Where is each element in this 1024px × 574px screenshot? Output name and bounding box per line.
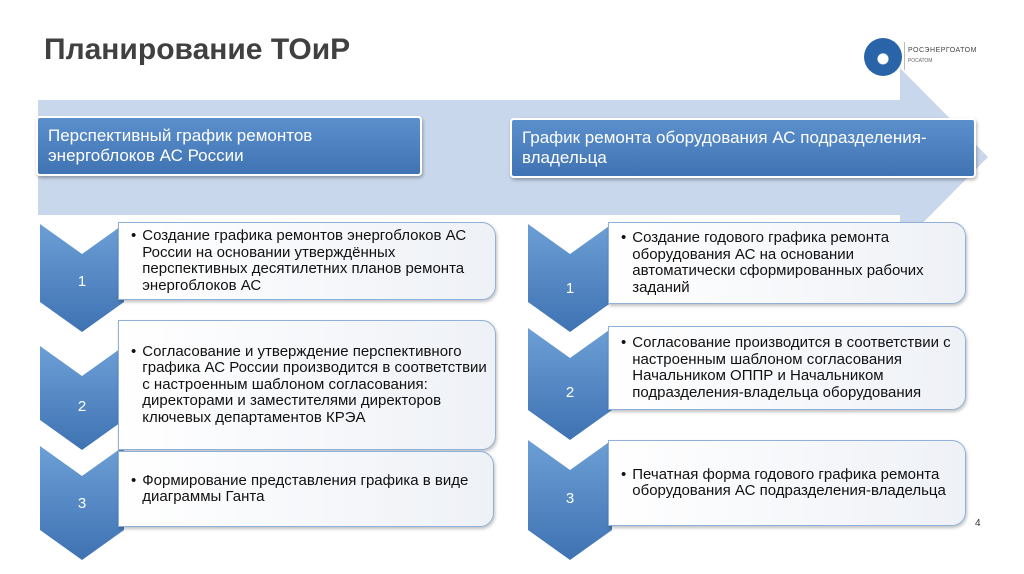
step-text: Печатная форма годового графика ремонта оборудования АС подразделения-владельца	[632, 465, 946, 499]
step-number: 2	[77, 398, 87, 415]
step-text: Согласование и утверждение перспективного графика АС России производится в соответствии с настроенным шаблоном согласования: директорами и заместителями директоров ключевых департаментов КРЭА	[142, 342, 487, 426]
step-box	[608, 326, 966, 410]
step-box	[118, 320, 496, 450]
step-number: 2	[565, 384, 575, 401]
chevron-1	[528, 224, 612, 332]
bullet: •	[621, 229, 627, 246]
step-text: Согласование производится в соответствии с настроенным шаблоном согласования Начальником ОППР и Начальником подразделения-владельца оборудования	[632, 334, 951, 401]
bullet: •	[131, 471, 137, 489]
step-text: Формирование представления графика в виде диаграммы Ганта	[142, 471, 469, 505]
logo-icon	[864, 38, 902, 76]
step-text: Создание графика ремонтов энергоблоков АС России на основании утверждённых перспективных десятилетних планов ремонта энергоблоков АС	[142, 227, 467, 294]
step-box	[118, 451, 494, 527]
logo-name: РОСЭНЕРГОАТОМ	[908, 47, 977, 54]
step-number: 3	[77, 495, 87, 512]
step-number: 3	[565, 490, 575, 507]
rosenergoatom-logo	[862, 38, 1012, 78]
bullet: •	[131, 227, 137, 244]
step-number: 1	[77, 273, 87, 290]
logo-sub: РОСАТОМ	[908, 58, 933, 64]
bullet: •	[131, 342, 137, 360]
step-box	[608, 222, 966, 304]
bullet: •	[621, 465, 627, 483]
step-box	[608, 440, 966, 526]
right-header: График ремонта оборудования АС подразделения-владельца	[510, 118, 976, 178]
bullet: •	[621, 334, 627, 351]
left-header: Перспективный график ремонтов энергоблоков АС России	[36, 116, 422, 176]
step-number: 1	[565, 280, 575, 297]
page-title: Планирование ТОиР	[44, 33, 351, 66]
page-number: 4	[975, 518, 981, 529]
step-box	[118, 222, 496, 300]
step-text: Создание годового графика ремонта оборудования АС на основании автоматически сформированных рабочих заданий	[632, 229, 924, 296]
